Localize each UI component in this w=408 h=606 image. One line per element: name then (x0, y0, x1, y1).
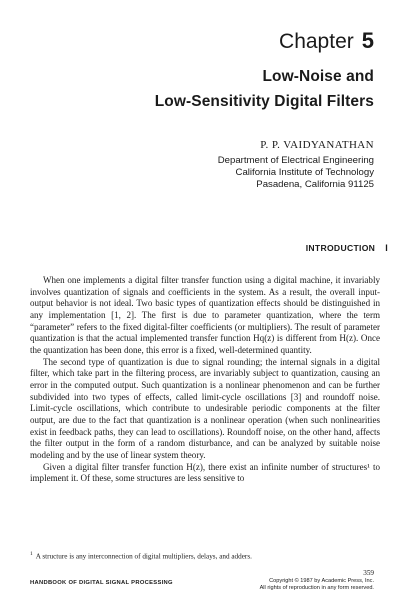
rights-line: All rights of reproduction in any form reserved. (259, 585, 374, 591)
author-department: Department of Electrical Engineering (217, 155, 374, 166)
page-number: 359 (363, 569, 374, 577)
section-title: INTRODUCTION (305, 243, 376, 253)
chapter-number: 5 (361, 28, 374, 53)
chapter-title-line-2: Low-Sensitivity Digital Filters (154, 93, 374, 110)
section-number: I (385, 243, 388, 253)
paragraph-1: When one implements a digital filter transfer function using a digital machine, it invariably involves quantization of signals and coefficients in the system. As a result, the overall input-output behavior is not ideal. Two basic types of quantization effects should be distinguished in any implementation [1, 2]. The first is due to parameter quantization, where the term “parameter” refers to the fixed digital-filter coefficients (or multipliers). The result of parameter quantization is that the actual implemented transfer function Hq(z) is different from H(z). Once the quantization has been done, this error is a fixed, well-determined quantity. (30, 275, 380, 355)
chapter-label: Chapter (279, 30, 354, 53)
body-text (30, 275, 380, 485)
author-institution: California Institute of Technology (235, 167, 374, 178)
footer-copyright (260, 578, 374, 592)
footnote-mark: 1 (30, 551, 33, 557)
copyright-line: Copyright © 1987 by Academic Press, Inc. (269, 578, 374, 584)
section-heading (306, 243, 388, 253)
paragraph-2: The second type of quantization is due to signal rounding; the internal signals in a digital filter, which take part in the filtering process, are invariably subject to quantization, causing an error in the computed output. Such quantization is a nonlinear phenomenon and can be further subdivided into two types of effects, called limit-cycle oscillations [3] and roundoff noise. Limit-cycle oscillations, which contribute to undesirable periodic components at the filter output, are due to the fact that quantization is a nonlinear operation (when such nonlinearities exist in feedback paths, they can lead to oscillations). Roundoff noise, on the other hand, affects the filter output in the form of a random disturbance, and can be analyzed by suitable noise modeling and by the use of linear system theory. (30, 356, 380, 460)
paragraph-3: Given a digital filter transfer function H(z), there exist an infinite number of structures¹ to implement it. Of these, some structures are less sensitive to (30, 461, 380, 484)
footnote (30, 550, 380, 561)
author-address: Pasadena, California 91125 (256, 179, 374, 190)
chapter-heading (279, 28, 374, 54)
author-name: P. P. VAIDYANATHAN (260, 139, 374, 151)
footer-book-title: HANDBOOK OF DIGITAL SIGNAL PROCESSING (30, 580, 173, 586)
chapter-title-line-1: Low-Noise and (262, 68, 374, 85)
footnote-text: A structure is any interconnection of digital multipliers, delays, and adders. (35, 552, 252, 561)
